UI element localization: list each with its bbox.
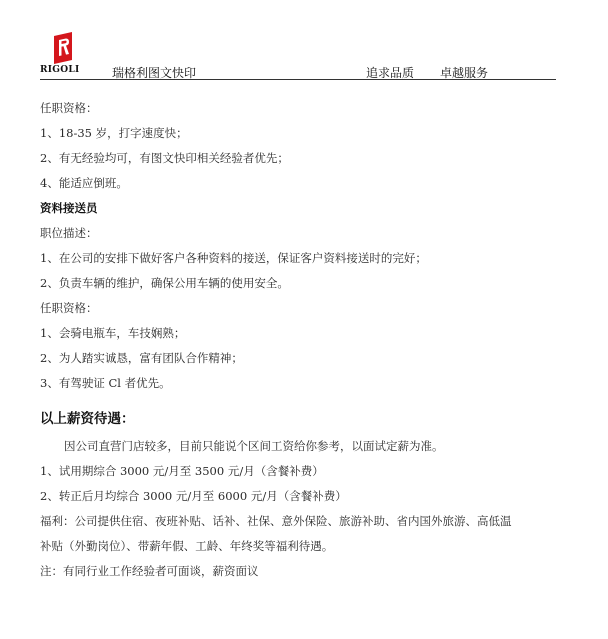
page-header: [40, 30, 556, 80]
job1-qualification-item: 1、18-35 岁，打字速度快；: [40, 126, 188, 140]
salary-item: 2、转正后月均综合 3000 元/月至 6000 元/月（含餐补费）: [40, 489, 347, 503]
job1-qualification-item: 4、能适应倒班。: [40, 176, 128, 190]
logo-wordmark: RIGOLI: [40, 65, 80, 75]
job2-qualification-item: 1、会骑电瓶车，车技娴熟；: [40, 326, 186, 340]
company-name: 瑞格利图文快印: [112, 66, 197, 80]
job2-description-item: 2、负责车辆的维护，确保公用车辆的使用安全。: [40, 276, 289, 290]
slogan-quality: 追求品质: [366, 66, 415, 80]
salary-heading: 以上薪资待遇：: [40, 411, 135, 427]
job2-description-item: 1、在公司的安排下做好客户各种资料的接送，保证客户资料接送时的完好；: [40, 251, 427, 265]
slogan-service: 卓越服务: [440, 66, 489, 80]
salary-note: 注：有同行业工作经验者可面谈，薪资面议: [40, 564, 259, 578]
salary-item: 1、试用期综合 3000 元/月至 3500 元/月（含餐补费）: [40, 464, 324, 478]
job2-qualification-item: 3、有驾驶证 Cl 者优先。: [40, 376, 171, 390]
header-divider: [40, 79, 556, 80]
job2-qualification-item: 2、为人踏实诚恳，富有团队合作精神；: [40, 351, 243, 365]
benefits-line: 补贴（外勤岗位）、带薪年假、工龄、年终奖等福利待遇。: [40, 539, 334, 553]
job2-qualifications-heading: 任职资格：: [40, 301, 98, 315]
job2-description-heading: 职位描述：: [40, 226, 98, 240]
job1-qualifications-heading: 任职资格：: [40, 101, 98, 115]
document-body: [40, 96, 560, 584]
rigoli-logo-icon: [52, 30, 74, 64]
job2-title: 资料接送员: [40, 201, 98, 215]
salary-intro: 因公司直营门店较多，目前只能说个区间工资给你参考，以面试定薪为准。: [64, 439, 444, 453]
job1-qualification-item: 2、有无经验均可，有图文快印相关经验者优先；: [40, 151, 289, 165]
benefits-line: 福利：公司提供住宿、夜班补贴、话补、社保、意外保险、旅游补助、省内国外旅游、高低温: [40, 514, 512, 528]
